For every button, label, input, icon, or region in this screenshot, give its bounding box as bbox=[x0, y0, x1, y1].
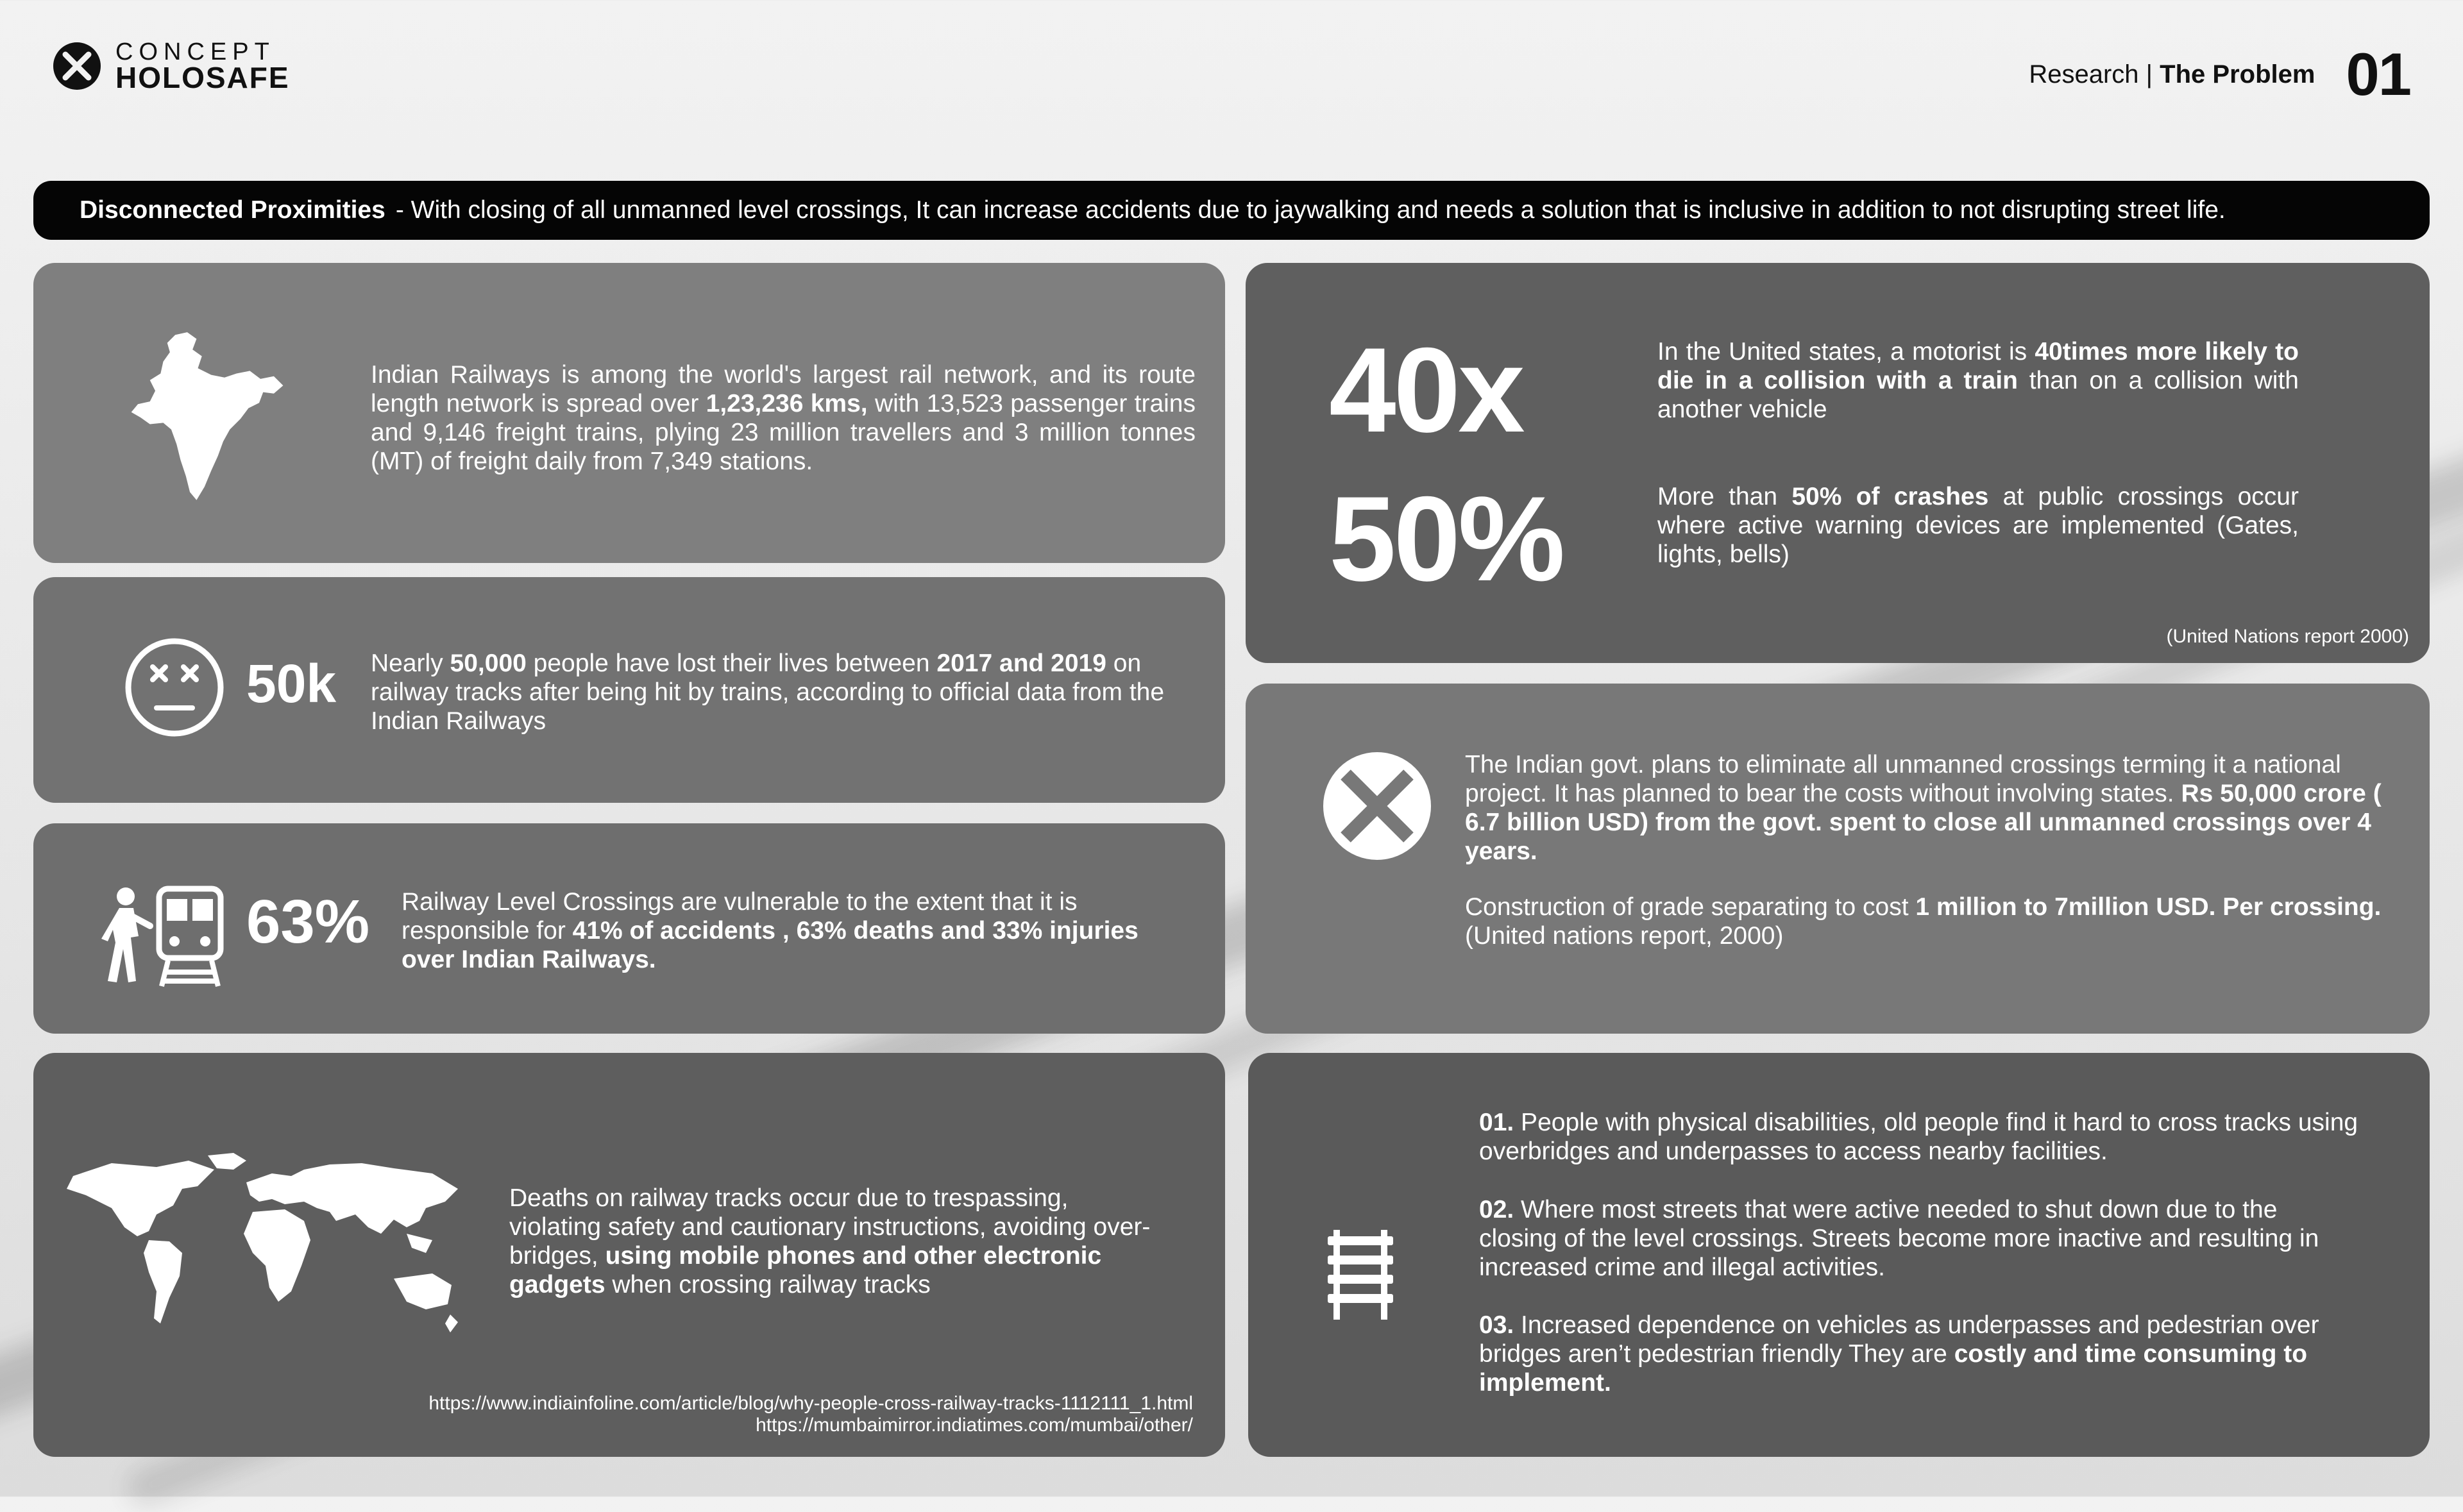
list-item: 03. Increased dependence on vehicles as underpasses and pedestrian over bridges aren’t pedestrian friendly They are costly and time consuming to implement. bbox=[1479, 1311, 2319, 1397]
banner-title: Disconnected Proximities bbox=[80, 196, 385, 224]
dead-face-icon bbox=[123, 636, 226, 739]
stat-40x: 40x bbox=[1329, 323, 1523, 457]
card-world-deaths bbox=[33, 1053, 1225, 1457]
card-level-crossings bbox=[33, 823, 1225, 1034]
crossings-stat: 63% bbox=[246, 887, 370, 956]
world-deaths-text: Deaths on railway tracks occur due to trespassing, violating safety and cautionary instructions, avoiding over-bridges, using mobile phones and other electronic gadgets when crossing railway tracks bbox=[509, 1184, 1151, 1298]
brand-logo bbox=[53, 40, 290, 92]
page-header bbox=[2029, 40, 2410, 109]
deaths-text: Nearly 50,000 people have lost their lives between 2017 and 2019 on railway tracks after being hit by trains, according to official data from the Indian Railways bbox=[371, 650, 1165, 735]
pedestrian-train-icon bbox=[100, 885, 228, 987]
stat-40x-text: In the United states, a motorist is 40times more likely to die in a collision with a train than on a collision with another vehicle bbox=[1657, 338, 2299, 423]
world-sources bbox=[103, 1393, 1193, 1436]
railway-track-icon bbox=[1325, 1230, 1396, 1320]
source-link-2[interactable]: https://mumbaimirror.indiatimes.com/mumbai/other/ bbox=[756, 1415, 1193, 1436]
brand-line2: HOLOSAFE bbox=[115, 61, 290, 94]
problem-banner bbox=[33, 181, 2430, 240]
source-link-1[interactable]: https://www.indiainfoline.com/article/blog/why-people-cross-railway-tracks-1112111_1.html bbox=[428, 1393, 1193, 1414]
breadcrumb-separator: | bbox=[2146, 60, 2153, 88]
list-item: 01. People with physical disabilities, old people find it hard to cross tracks using overbridges and underpasses to access nearby facilities. bbox=[1479, 1109, 2358, 1165]
card-us-stats bbox=[1246, 263, 2430, 663]
crossings-text: Railway Level Crossings are vulnerable to the extent that it is responsible for 41% of accidents , 63% deaths and 33% injuries over Indian Railways. bbox=[402, 888, 1138, 973]
stat-50pct: 50% bbox=[1329, 471, 1563, 606]
banner-text: - With closing of all unmanned level crossings, It can increase accidents due to jaywalking and needs a solution that is inclusive in addition to not disrupting street life. bbox=[395, 196, 2226, 224]
us-stats-source: (United Nations report 2000) bbox=[2166, 626, 2409, 647]
breadcrumb-section: Research bbox=[2029, 60, 2139, 88]
card-railway-network bbox=[33, 263, 1225, 563]
grade-separation-text: Construction of grade separating to cost 1 million to 7million USD. Per crossing. (United nations report, 2000) bbox=[1465, 893, 2382, 950]
railway-network-text: Indian Railways is among the world's largest rail network, and its route length network is spread over 1,23,236 kms, with 13,523 passenger trains and 9,146 freight trains, plying 23 million travellers and 3 million tonnes (MT) of freight daily from 7,349 stations. bbox=[371, 361, 1196, 475]
page-number: 01 bbox=[2346, 40, 2410, 108]
breadcrumb-title: The Problem bbox=[2160, 60, 2315, 88]
card-deaths bbox=[33, 577, 1225, 803]
brand-line1: CONCEPT bbox=[115, 38, 275, 65]
logo-x-icon bbox=[53, 42, 101, 90]
govt-plan-text: The Indian govt. plans to eliminate all unmanned crossings terming it a national project. It has planned to bear the costs without involving states. Rs 50,000 crore ( 6.7 billion USD) from the govt. spent to close all unmanned crossings over 4 years. bbox=[1465, 751, 2382, 865]
breadcrumb bbox=[2029, 60, 2315, 89]
list-item: 02. Where most streets that were active needed to shut down due to the closing of the level crossings. Streets become more inactive and resulting in increased crime and illegal activities. bbox=[1479, 1196, 2319, 1281]
card-govt-plan bbox=[1246, 684, 2430, 1034]
india-map-icon bbox=[123, 330, 290, 503]
deaths-stat: 50k bbox=[246, 653, 337, 714]
crossing-sign-icon bbox=[1323, 752, 1432, 861]
world-map-icon bbox=[60, 1150, 471, 1343]
stat-50pct-text: More than 50% of crashes at public crossings occur where active warning devices are implemented (Gates, lights, bells) bbox=[1657, 483, 2299, 568]
card-issues bbox=[1248, 1053, 2430, 1457]
